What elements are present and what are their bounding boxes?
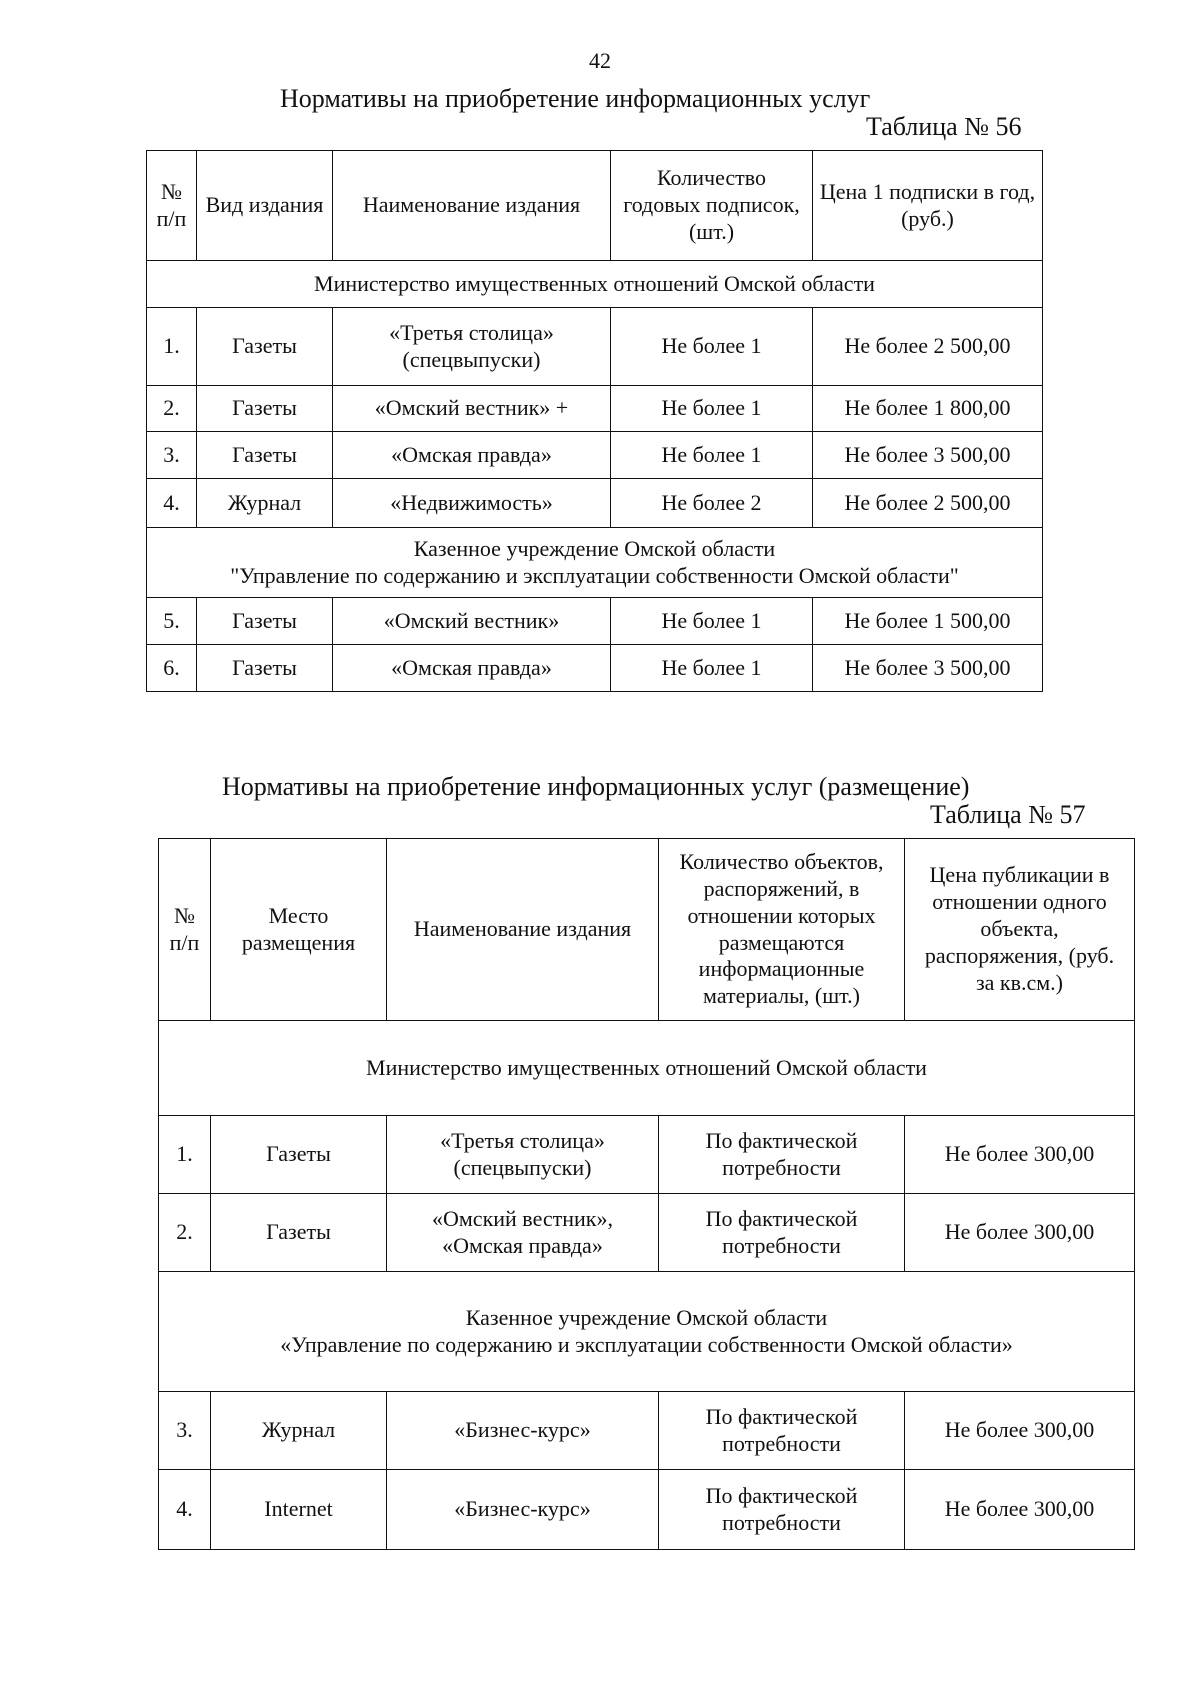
cell-price: Не более 2 500,00 bbox=[813, 308, 1043, 386]
header-num-line: № bbox=[161, 178, 182, 204]
cell-kind: Газеты bbox=[197, 645, 333, 692]
cell-name: «Бизнес-курс» bbox=[387, 1392, 659, 1470]
header-price-line: отношении одного bbox=[932, 889, 1107, 915]
cell-price: Не более 1 800,00 bbox=[813, 386, 1043, 432]
header-kind-line: Место bbox=[268, 902, 329, 928]
header-count-line: годовых подписок, bbox=[623, 192, 800, 218]
cell-name: «Омский вестник» bbox=[333, 598, 611, 645]
header-name: Наименование издания bbox=[333, 151, 611, 261]
header-price-line: объекта, bbox=[980, 916, 1059, 942]
cell-kind: Газеты bbox=[197, 386, 333, 432]
header-num bbox=[159, 839, 211, 1021]
cell-name: «Омская правда» bbox=[333, 432, 611, 479]
header-count bbox=[611, 151, 813, 261]
cell-num: 4. bbox=[147, 479, 197, 528]
cell-price: Не более 2 500,00 bbox=[813, 479, 1043, 528]
cell-name bbox=[333, 308, 611, 386]
cell-count bbox=[659, 1392, 905, 1470]
cell-name bbox=[387, 1116, 659, 1194]
group-title-line: "Управление по содержанию и эксплуатации собственности Омской области" bbox=[230, 562, 959, 588]
cell-count: Не более 1 bbox=[611, 598, 813, 645]
cell-price: Не более 3 500,00 bbox=[813, 432, 1043, 479]
header-count-line: Количество bbox=[656, 165, 767, 191]
cell-price: Не более 1 500,00 bbox=[813, 598, 1043, 645]
cell-name-line: «Третья столица» bbox=[389, 319, 554, 345]
table-row bbox=[159, 1392, 1135, 1470]
header-kind-line: размещения bbox=[241, 929, 356, 955]
cell-name: «Бизнес-курс» bbox=[387, 1470, 659, 1550]
cell-kind: Газеты bbox=[211, 1194, 387, 1272]
header-price-line: за кв.см.) bbox=[975, 969, 1064, 995]
group-title-line: Казенное учреждение Омской области bbox=[413, 535, 776, 561]
cell-count-line: потребности bbox=[722, 1509, 841, 1535]
table-row bbox=[159, 1194, 1135, 1272]
cell-num: 3. bbox=[147, 432, 197, 479]
cell-count-line: потребности bbox=[722, 1430, 841, 1456]
cell-price: Не более 300,00 bbox=[905, 1392, 1135, 1470]
header-price-line: Цена 1 подписки в год, bbox=[819, 178, 1036, 204]
header-count-line: Количество объектов, bbox=[679, 849, 884, 875]
cell-count-line: По фактической bbox=[705, 1205, 858, 1231]
table-row bbox=[159, 1116, 1135, 1194]
header-count-line: материалы, (шт.) bbox=[703, 983, 860, 1009]
group-title-text bbox=[159, 1305, 1134, 1359]
cell-count: Не более 1 bbox=[611, 432, 813, 479]
cell-num: 1. bbox=[147, 308, 197, 386]
cell-name bbox=[387, 1194, 659, 1272]
table-56-header-row bbox=[147, 151, 1043, 261]
header-num-line: п/п bbox=[169, 929, 200, 955]
header-count-line: отношении которых bbox=[687, 902, 876, 928]
group-title: Министерство имущественных отношений Омской области bbox=[159, 1021, 1135, 1116]
table-row bbox=[147, 386, 1043, 432]
cell-count: Не более 1 bbox=[611, 386, 813, 432]
cell-count-line: потребности bbox=[722, 1232, 841, 1258]
cell-count-line: По фактической bbox=[705, 1403, 858, 1429]
table-57-label: Таблица № 57 bbox=[930, 800, 1086, 829]
group-title-line: Казенное учреждение Омской области bbox=[465, 1304, 828, 1330]
cell-kind: Internet bbox=[211, 1470, 387, 1550]
cell-kind: Журнал bbox=[211, 1392, 387, 1470]
header-num-line: п/п bbox=[156, 205, 187, 231]
cell-kind: Газеты bbox=[211, 1116, 387, 1194]
cell-name-line: (спецвыпуски) bbox=[453, 1154, 592, 1180]
cell-kind: Газеты bbox=[197, 432, 333, 479]
header-price-line: Цена публикации в bbox=[929, 862, 1110, 888]
cell-name-line: «Третья столица» bbox=[440, 1127, 605, 1153]
cell-num: 6. bbox=[147, 645, 197, 692]
cell-count bbox=[659, 1116, 905, 1194]
group-title bbox=[159, 1272, 1135, 1392]
table-row bbox=[147, 308, 1043, 386]
group-title-row bbox=[159, 1272, 1135, 1392]
header-count-line: информационные bbox=[698, 956, 865, 982]
cell-count: Не более 1 bbox=[611, 645, 813, 692]
header-num bbox=[147, 151, 197, 261]
table-57-heading: Нормативы на приобретение информационных услуг (размещение) bbox=[222, 772, 970, 801]
group-title-row bbox=[159, 1021, 1135, 1116]
table-row bbox=[147, 432, 1043, 479]
header-num-line: № bbox=[174, 902, 195, 928]
header-price-line: (руб.) bbox=[901, 205, 954, 231]
cell-num: 2. bbox=[159, 1194, 211, 1272]
table-56-heading: Нормативы на приобретение информационных услуг bbox=[280, 84, 871, 113]
cell-count: Не более 1 bbox=[611, 308, 813, 386]
group-title-row bbox=[147, 261, 1043, 308]
cell-price: Не более 300,00 bbox=[905, 1116, 1135, 1194]
cell-num: 4. bbox=[159, 1470, 211, 1550]
cell-count-line: потребности bbox=[722, 1154, 841, 1180]
cell-name: «Омская правда» bbox=[333, 645, 611, 692]
group-title: Министерство имущественных отношений Омской области bbox=[147, 261, 1043, 308]
table-57-header-row bbox=[159, 839, 1135, 1021]
group-title bbox=[147, 528, 1043, 598]
cell-num: 5. bbox=[147, 598, 197, 645]
header-kind: Вид издания bbox=[197, 151, 333, 261]
cell-name: «Омский вестник» + bbox=[333, 386, 611, 432]
table-row bbox=[147, 645, 1043, 692]
header-price-line: распоряжения, (руб. bbox=[924, 942, 1115, 968]
table-row bbox=[147, 479, 1043, 528]
cell-kind: Газеты bbox=[197, 308, 333, 386]
table-row bbox=[147, 598, 1043, 645]
group-title-line: «Управление по содержанию и эксплуатации собственности Омской области» bbox=[280, 1331, 1013, 1357]
cell-count bbox=[659, 1194, 905, 1272]
cell-num: 3. bbox=[159, 1392, 211, 1470]
cell-name: «Недвижимость» bbox=[333, 479, 611, 528]
table-56 bbox=[146, 150, 1043, 692]
header-count-line: размещаются bbox=[718, 929, 845, 955]
cell-name-line: «Омская правда» bbox=[442, 1232, 603, 1258]
header-count-line: распоряжений, в bbox=[703, 875, 860, 901]
cell-kind: Газеты bbox=[197, 598, 333, 645]
header-price bbox=[813, 151, 1043, 261]
cell-count-line: По фактической bbox=[705, 1482, 858, 1508]
header-name: Наименование издания bbox=[387, 839, 659, 1021]
table-56-label: Таблица № 56 bbox=[866, 112, 1022, 141]
group-title-row bbox=[147, 528, 1043, 598]
header-price bbox=[905, 839, 1135, 1021]
cell-count-line: По фактической bbox=[705, 1127, 858, 1153]
cell-count bbox=[659, 1470, 905, 1550]
cell-price: Не более 300,00 bbox=[905, 1470, 1135, 1550]
cell-num: 1. bbox=[159, 1116, 211, 1194]
cell-price: Не более 3 500,00 bbox=[813, 645, 1043, 692]
page-number: 42 bbox=[589, 48, 611, 73]
table-row bbox=[159, 1470, 1135, 1550]
cell-name-line: (спецвыпуски) bbox=[402, 346, 541, 372]
header-count-line: (шт.) bbox=[688, 218, 735, 244]
cell-name-line: «Омский вестник», bbox=[432, 1205, 613, 1231]
cell-price: Не более 300,00 bbox=[905, 1194, 1135, 1272]
cell-num: 2. bbox=[147, 386, 197, 432]
cell-kind: Журнал bbox=[197, 479, 333, 528]
header-count bbox=[659, 839, 905, 1021]
table-57 bbox=[158, 838, 1135, 1550]
cell-count: Не более 2 bbox=[611, 479, 813, 528]
header-kind bbox=[211, 839, 387, 1021]
